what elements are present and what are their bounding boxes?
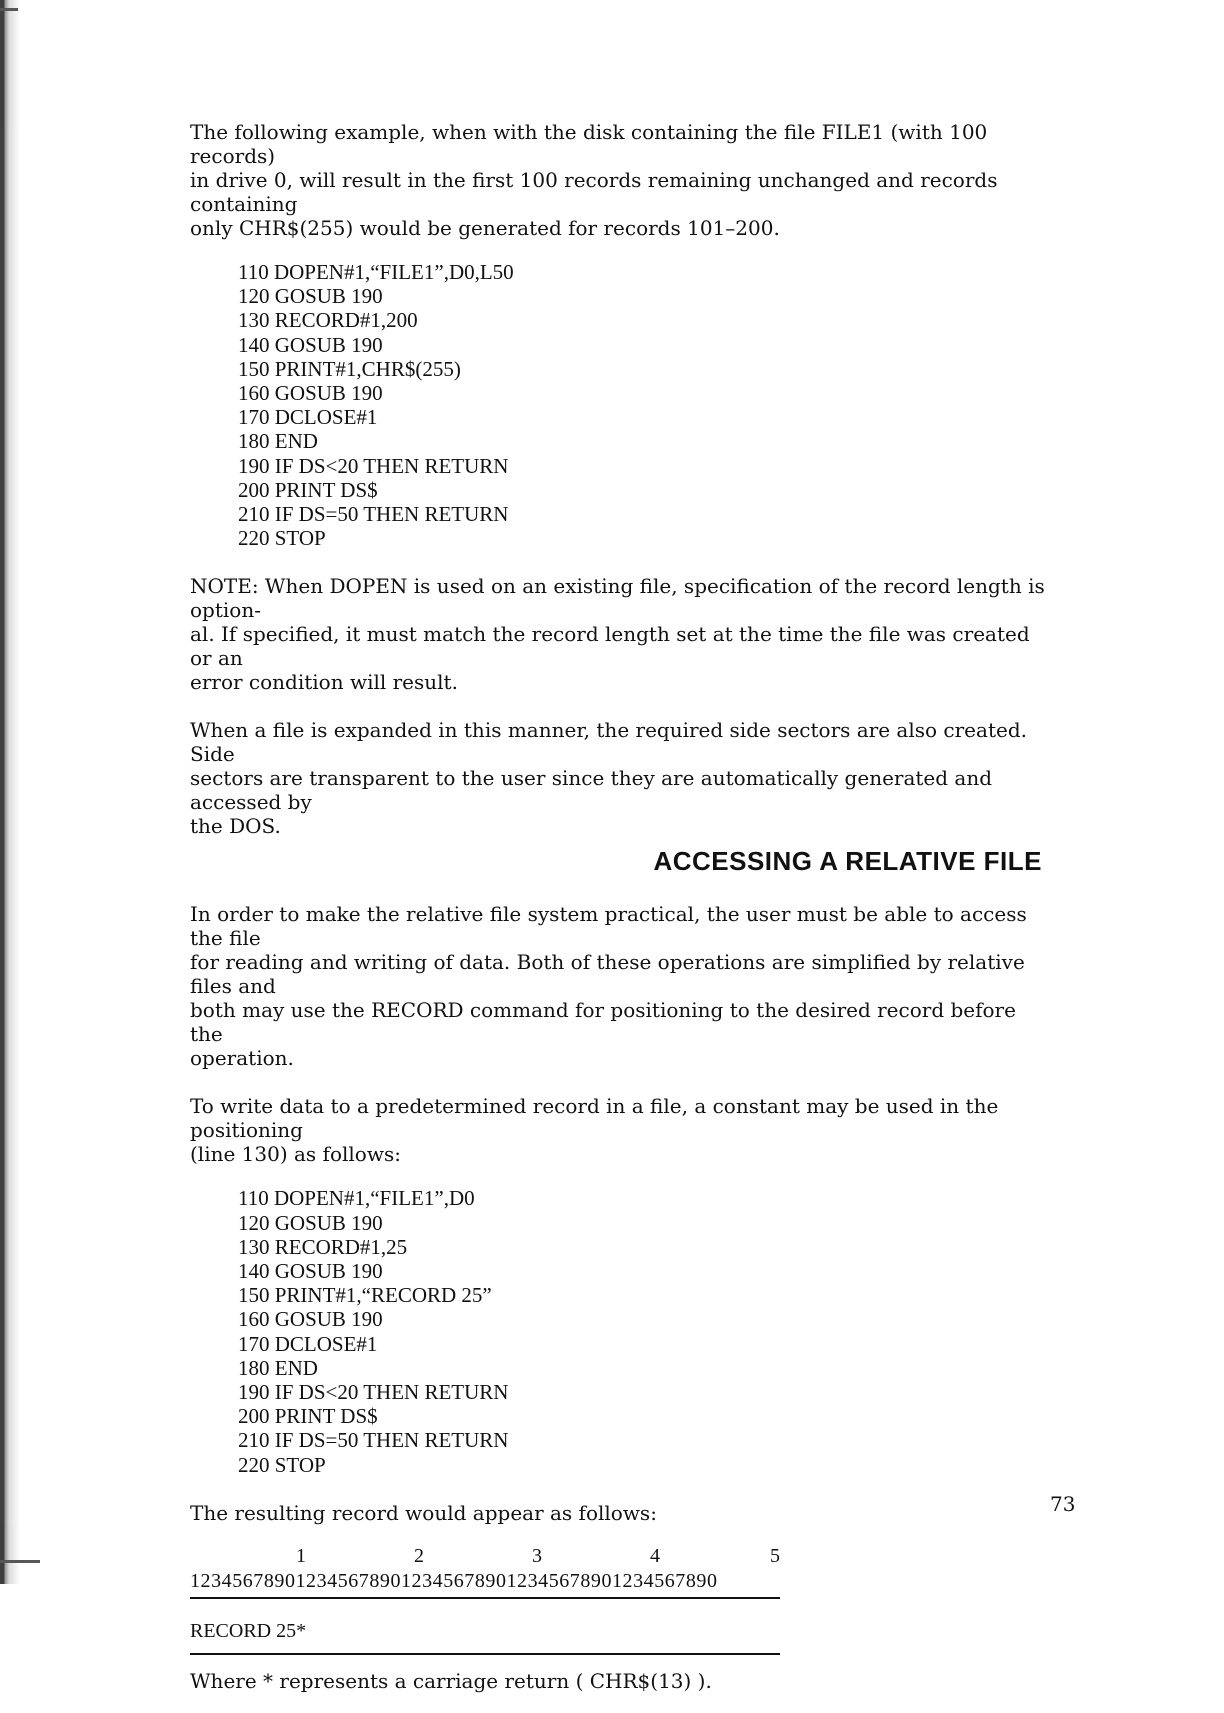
- code-line: 110 DOPEN#1,“FILE1”,D0,L50: [238, 260, 514, 284]
- section-heading: ACCESSING A RELATIVE FILE: [653, 846, 1042, 877]
- code-line: 160 GOSUB 190: [238, 381, 383, 406]
- write-paragraph: To write data to a predetermined record in a file, a constant may be used in the positioning (line 130) as follows:: [190, 1094, 999, 1167]
- code-line: 190 IF DS<20 THEN RETURN: [238, 1380, 509, 1405]
- tens-marker: 3: [532, 1544, 542, 1567]
- column-digit-ruler: 12345678901234567890123456789012345678901234567890: [190, 1569, 718, 1592]
- page-number: 73: [1050, 1492, 1076, 1516]
- code-line: 200 PRINT DS$: [238, 1404, 378, 1429]
- scan-mark: [0, 8, 18, 11]
- code-block-1: [190, 260, 1050, 550]
- code-line: 200 PRINT DS$: [238, 477, 378, 502]
- access-paragraph: In order to make the relative file system practical, the user must be able to access the file for reading and writing of data. Both of these operations are simplified by relative files and both may use the RECORD command for positioning to the desired record before the operation.: [190, 902, 1027, 1071]
- code-line: 130 RECORD#1,25: [238, 1234, 408, 1259]
- record-content: RECORD 25*: [190, 1619, 307, 1642]
- document-page: [190, 120, 1050, 1713]
- code-line: 140 GOSUB 190: [238, 1259, 383, 1284]
- tens-marker: 4: [650, 1544, 660, 1567]
- scan-binding-edge: [0, 0, 22, 1584]
- code-line: 220 STOP: [238, 1452, 326, 1477]
- record-bottom-rule: [190, 1653, 780, 1655]
- code-line: 210 IF DS=50 THEN RETURN: [238, 1428, 509, 1453]
- side-sectors-paragraph: When a file is expanded in this manner, the required side sectors are also created. Side sectors are transparent to the user since they are automatically generated and accessed by the DOS.: [190, 718, 1027, 839]
- code-line: 210 IF DS=50 THEN RETURN: [238, 502, 509, 527]
- record-layout-diagram: [190, 1545, 780, 1655]
- code-line: 150 PRINT#1,CHR$(255): [238, 356, 461, 381]
- code-line: 110 DOPEN#1,“FILE1”,D0: [238, 1186, 475, 1211]
- code-line: 160 GOSUB 190: [238, 1307, 383, 1332]
- code-line: 190 IF DS<20 THEN RETURN: [238, 453, 509, 478]
- tens-marker: 1: [296, 1544, 306, 1567]
- scan-mark: [0, 1560, 40, 1563]
- code-line: 180 END: [238, 429, 318, 454]
- result-paragraph: The resulting record would appear as follows:: [190, 1500, 657, 1525]
- code-line: 130 RECORD#1,200: [238, 308, 418, 333]
- code-line: 170 DCLOSE#1: [238, 1331, 378, 1356]
- column-tens-scale: [190, 1545, 780, 1569]
- code-block-2: [190, 1186, 1050, 1476]
- record-top-rule: [190, 1597, 780, 1599]
- code-line: 140 GOSUB 190: [238, 332, 383, 357]
- code-line: 150 PRINT#1,“RECORD 25”: [238, 1283, 492, 1308]
- footnote: Where * represents a carriage return ( CHR$(13) ).: [190, 1668, 712, 1693]
- code-line: 120 GOSUB 190: [238, 1210, 383, 1235]
- code-line: 220 STOP: [238, 526, 326, 551]
- note-paragraph: NOTE: When DOPEN is used on an existing file, specification of the record length is option- al. If specified, it must match the record length set at the time the file was created or an error condition will result.: [190, 574, 1045, 695]
- intro-paragraph: The following example, when with the disk containing the file FILE1 (with 100 records) in drive 0, will result in the first 100 records remaining unchanged and records containing only CHR$(255) would be generated for records 101–200.: [190, 120, 998, 240]
- code-line: 120 GOSUB 190: [238, 284, 383, 309]
- tens-marker: 5: [770, 1544, 780, 1567]
- code-line: 170 DCLOSE#1: [238, 405, 378, 430]
- code-line: 180 END: [238, 1355, 318, 1380]
- tens-marker: 2: [414, 1544, 424, 1567]
